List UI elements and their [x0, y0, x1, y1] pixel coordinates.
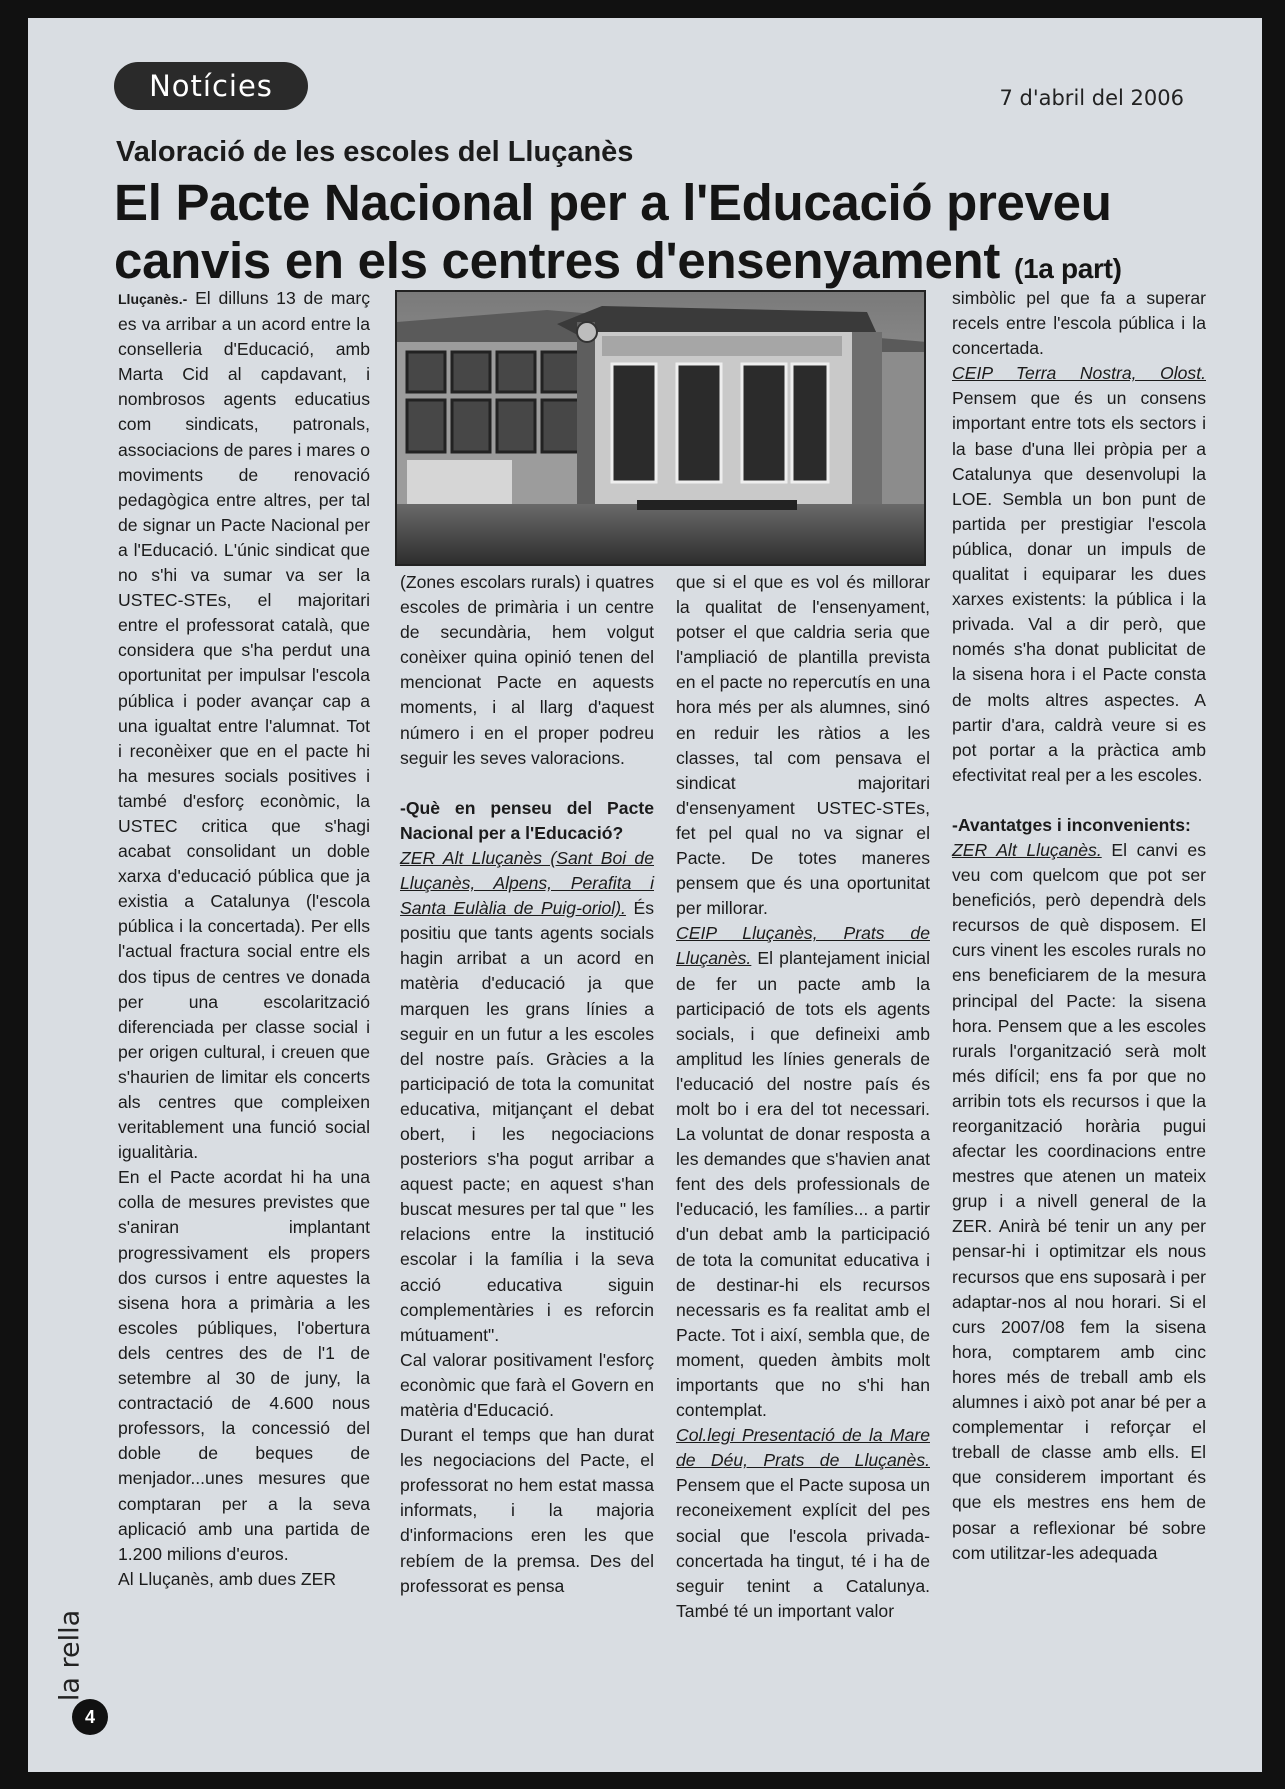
- col3-answer-2: [676, 921, 930, 1423]
- column-4: [952, 286, 1206, 1566]
- col1-paragraph-3: Al Lluçanès, amb dues ZER: [118, 1568, 337, 1589]
- answer-text: El canvi es veu com quelcom que pot ser beneficiós, però dependrà dels recursos de què disposem. El curs vinent les escoles rurals no ens beneficiarem de la mesura principal del Pacte: la sisena hora. Pensem que a les escoles rurals l'organització serà molt més difícil; ens fa por que no arribin tots els recursos i que la reorganització horària pugui afectar les coordinacions entre mestres que atenen un mateix grup i a nivell general de la ZER. Anirà bé tenir un any per pensar-hi i optimitzar els nous recursos que ens suposarà i per adaptar-nos al nou horari. Si el curs 2007/08 fem la sisena hora, comptarem amb cinc hores més de treball amb els alumnes i això pot anar bé per a complementar i reforçar el treball de classe amb ells. El que considerem important és que els mestres ens hem de posar a reflexionar bé sobre com utilitzar-les adequada: [952, 839, 1206, 1563]
- col4-answer-4: [952, 361, 1206, 788]
- column-1: [118, 286, 370, 1592]
- question-heading: -Què en penseu del Pacte Nacional per a l'Educació?: [400, 797, 654, 843]
- school-name: CEIP Terra Nostra, Olost.: [952, 363, 1206, 384]
- question-heading: -Avantatges i inconvenients:: [952, 814, 1191, 835]
- school-name: CEIP Lluçanès, Prats de Lluçanès.: [676, 923, 930, 969]
- col3-paragraph-1: que si el que es vol és millorar la qualitat de l'ensenyament, potser el que caldria seria que l'ampliació de plantilla prevista en el pacte no repercutís en una hora més per als alumnes, sinó en reduir les ràtios a les classes, tal com pensava el sindicat majoritari d'ensenyament USTEC-STEs, fet pel qual no va signar el Pacte. De totes maneres pensem que és una oportunitat per millorar.: [676, 572, 930, 919]
- col2-paragraph-1: (Zones escolars rurals) i quatres escoles de primària i un centre de secundària, hem volgut conèixer quina opinió tenen del mencionat Pacte en aquests moments, i al llarg d'aquest número i en el proper podreu seguir les seves valoracions.: [400, 572, 654, 768]
- answer-text: El plantejament inicial de fer un pacte amb la participació de tots els agents socials, i que defineixi amb amplitud les línies generals de l'educació del nostre país és molt bo i era del tot necessari. La voluntat de donar resposta a les demandes que s'havien anat fent des dels professionals de l'educació, les famílies... a partir d'un debat amb la participació de tota la comunitat educativa i de destinar-hi els recursos necessaris es fa realitat amb el Pacte. Tot i així, sembla que, de moment, queden àmbits molt importants que no s'hi han contemplat.: [676, 948, 930, 1421]
- page-number: 4: [72, 1699, 108, 1735]
- column-3: [676, 570, 930, 1624]
- column-2: [400, 570, 654, 1599]
- article-subheading: Valoració de les escoles del Lluçanès: [116, 136, 634, 168]
- school-building-photo: [395, 290, 926, 566]
- answer-text: És positiu que tants agents socials hagin arribat a un acord en matèria d'educació ja que marquen les grans línies a seguir en un futur a les escoles del nostre país. Gràcies a la participació de tota la comunitat educativa, mitjançant el debat obert, i les negociacions posteriors s'ha pogut arribar a aquest pacte; en aquest s'han buscat mesures per tal que " les relacions entre la institució escolar i la família i la seva acció educativa siguin complementàries i es reforcin mútuament".: [400, 898, 655, 1345]
- headline-text: El Pacte Nacional per a l'Educació preveu canvis en els centres d'ensenyament: [114, 174, 1112, 289]
- answer-text: Pensem que és un consens important entre tots els sectors i la base d'una llei pròpia per a Catalunya que desenvolupi la LOE. Sembla un bon punt de partida per prestigiar l'escola pública, donar un impuls de qualitat i equiparar les dues xarxes existents: la pública i la privada. Val a dir però, que només s'ha donat publicitat de la sisena hora i el Pacte consta de molts altres aspectes. A partir d'ara, caldrà veure si es pot portar a la pràctica amb efectivitat real per a les escoles.: [952, 388, 1206, 785]
- answer-text: Pensem que el Pacte suposa un reconeixement explícit del pes social que l'escola privada-concertada ha tingut, té i ha de seguir tenint a Catalunya. També té un important valor: [676, 1475, 930, 1621]
- col1-paragraph-2: En el Pacte acordat hi ha una colla de mesures previstes que s'aniran implantant progressivament els propers dos cursos i entre aquestes la sisena hora a primària a les escoles públiques, l'obertura dels centres des de l'1 de setembre al 30 de juny, la contractació de 4.600 nous professors, la concessió del doble de beques de menjador...unes mesures que comptaran per a la seva aplicació amb una partida de 1.200 milions d'euros.: [118, 1167, 370, 1564]
- col3-answer-3: [676, 1423, 930, 1624]
- publication-label: la rella: [54, 1609, 86, 1702]
- col2-paragraph-2: Cal valorar positivament l'esforç econòmic que farà el Govern en matèria d'Educació.: [400, 1349, 654, 1420]
- issue-date: 7 d'abril del 2006: [999, 86, 1184, 110]
- section-label: Notícies: [149, 69, 273, 103]
- article-headline: [114, 174, 1154, 298]
- school-name: ZER Alt Lluçanès.: [952, 839, 1102, 860]
- col1-paragraph-1: [118, 286, 370, 1165]
- col2-paragraph-3: Durant el temps que han durat les negociacions del Pacte, el professorat no hem estat massa informats, i la majoria d'informacions eren les que rebíem de la premsa. Des del professorat es pensa: [400, 1425, 654, 1596]
- col4-answer-5: [952, 838, 1206, 1566]
- col2-answer-1: [400, 846, 654, 1348]
- col1-text-1: El dilluns 13 de març es va arribar a un acord entre la conselleria d'Educació, amb Marta Cid al capdavant, i nombrosos agents educatius com sindicats, patronals, associacions de pares i mares o moviments de renovació pedagògica entre altres, per tal de signar un Pacte Nacional per a l'Educació. L'únic sindicat que no s'hi va sumar va ser la USTEC-STEs, el majoritari entre el professorat català, que considera que s'ha perdut una oportunitat per impulsar l'escola pública i poder avançar cap a una igualtat entre l'alumnat. Tot i reconèixer que en el pacte hi ha mesures socials positives i també d'esforç econòmic, la USTEC critica que s'hagi acabat consolidant un doble xarxa d'educació pública que ja existia a Catalunya (l'escola pública i la concertada). Per ells l'actual fractura social entre els dos tipus de centres ve donada per una escolarització diferenciada per classe social i per origen cultural, i creuen que s'haurien de limitar els concerts als centres que compleixen veritablement una funció social igualitària.: [118, 288, 371, 1163]
- place-label: Lluçanès.-: [118, 291, 188, 307]
- headline-suffix: (1a part): [1013, 253, 1122, 284]
- school-name: Col.legi Presentació de la Mare de Déu, Prats de Lluçanès.: [676, 1425, 930, 1471]
- col4-paragraph-1: simbòlic pel que fa a superar recels entre l'escola pública i la concertada.: [952, 288, 1206, 359]
- section-tag: [114, 62, 308, 110]
- school-building-illustration: [397, 292, 924, 564]
- newspaper-page: [28, 18, 1262, 1772]
- school-name: ZER Alt Lluçanès (Sant Boi de Lluçanès, Alpens, Perafita i Santa Eulàlia de Puig-oriol).: [400, 847, 654, 919]
